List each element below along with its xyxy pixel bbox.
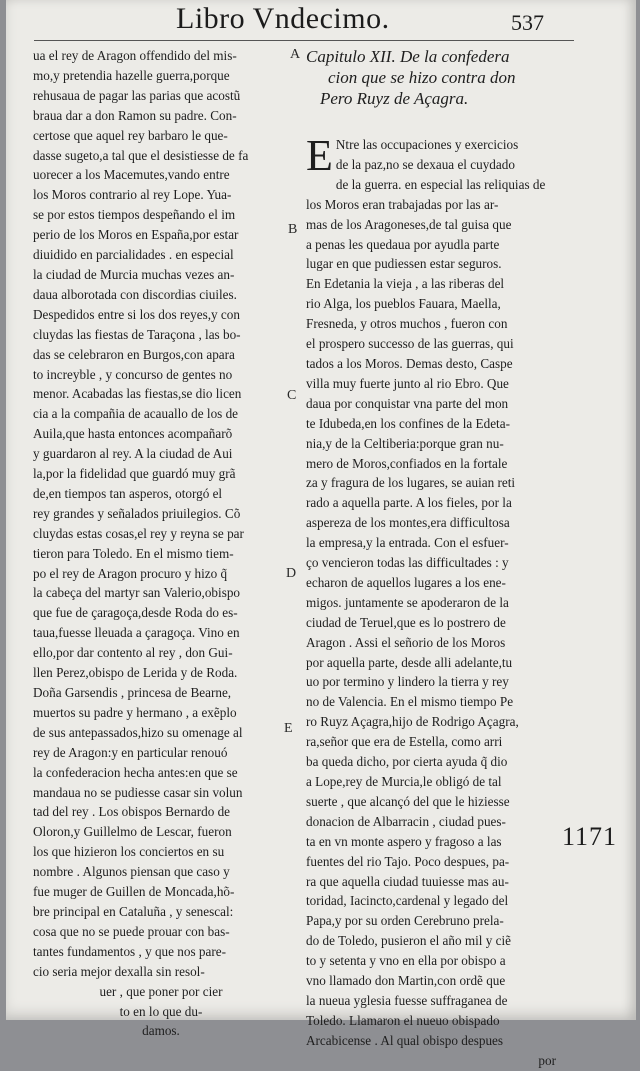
text-line: migos. juntamente se apoderaron de la: [306, 594, 509, 610]
right-column: [306, 131, 556, 1071]
text-line: ço vencieron todas las difficultades : y: [306, 555, 509, 571]
text-line: donacion de Albarracin , ciudad pues-: [306, 813, 506, 829]
text-line: Doña Garsendis , princesa de Bearne,: [33, 685, 232, 700]
text-line: Fresneda, y otros muchos , fueron con: [306, 316, 508, 332]
text-line: perio de los Moros en España,por estar: [33, 227, 239, 243]
text-line: se por estos tiempos despeñando el im: [33, 207, 236, 223]
text-line: ciudad de Teruel,que es lo postrero de: [306, 614, 506, 630]
text-line: que fue de çaragoça,desde Roda do es-: [33, 605, 238, 621]
chapter-heading-line: Pero Ruyz de Açagra.: [320, 89, 469, 108]
text-line: la confederacion hecha antes:en que se: [33, 764, 238, 780]
text-line: de sus antepassados,hizo su omenage al: [33, 724, 243, 740]
text-line: y guardaron al rey. A la ciudad de Aui: [33, 446, 233, 462]
text-line: do de Toledo, pusieron el año mil y ciẽ: [306, 933, 512, 949]
text-line: ra,señor que era de Estella, como arri: [306, 734, 503, 750]
text-line: to y setenta y vno en ella por obispo a: [306, 953, 506, 969]
text-line: la nueua yglesia fuesse suffraganea de: [306, 992, 508, 1008]
text-line: rey de Aragon:y en particular renouó: [33, 744, 228, 760]
text-line: la ciudad de Murcia muchas vezes an-: [33, 266, 235, 282]
text-line: braua dar a don Ramon su padre. Con-: [33, 107, 237, 123]
text-line: la,por la fidelidad que guardó muy grã: [33, 466, 236, 482]
margin-marker-e: E: [284, 721, 293, 736]
text-line: Toledo. Llamaron el nueuo obispado: [306, 1012, 500, 1028]
text-line: por aquella parte, desde alli adelante,tu: [306, 654, 513, 670]
text-line: Arcabicense . Al qual obispo despues: [306, 1032, 504, 1048]
margin-marker-a: A: [290, 47, 301, 62]
text-line: Oloron,y Guillelmo de Lescar, fueron: [33, 824, 232, 840]
text-line: ro Ruyz Açagra,hijo de Rodrigo Açagra,: [306, 714, 519, 730]
text-line: fuentes del rio Tajo. Poco despues, pa-: [306, 853, 510, 869]
text-line: a Lope,rey de Murcia,le obligó de tal: [306, 774, 502, 789]
text-line: no de Valencia. En el mismo tiempo Pe: [306, 694, 514, 710]
text-line: menor. Acabadas las fiestas,se dio licen: [33, 386, 242, 402]
text-line: daua por conquistar vna parte del mon: [306, 395, 509, 411]
page-number: 537: [511, 10, 544, 35]
text-line: la empresa,y la entrada. Con el esfuer-: [306, 535, 509, 551]
text-line: dasse sugeto,a tal que el desistiesse de fa: [33, 147, 249, 163]
text-line: llen Perez,obispo de Lerida y de Roda.: [33, 665, 238, 681]
margin-marker-c: C: [287, 388, 297, 403]
margin-marker-b: B: [288, 222, 298, 237]
text-line: rado a aquella parte. A los fieles, por la: [306, 495, 512, 511]
text-line: mero de Moros,confiados en la fortale: [306, 455, 508, 471]
text-line: za y fragura de los lugares, se auian reti: [306, 475, 516, 491]
text-line: nombre . Algunos piensan que caso y: [33, 864, 230, 880]
drop-cap: E: [306, 131, 333, 180]
text-line: suerte , que alcançó del que le hiziesse: [306, 793, 510, 809]
text-line: En Edetania la vieja , a las riberas del: [306, 276, 505, 292]
text-line: to increyble , y concurso de gentes no: [33, 366, 233, 382]
text-line: taua,fuesse lleuada a çaragoça. Vino en: [33, 625, 240, 641]
text-line: mo,y pretendia hazelle guerra,porque: [33, 67, 230, 83]
text-line: rehusaua de pagar las parias que acostũ: [33, 87, 241, 103]
text-line: Ntre las occupaciones y exercicios: [335, 137, 519, 152]
text-line: cluydas las fiestas de Taraçona , las bo-: [33, 326, 241, 342]
text-line: muertos su padre y hermano , a exẽplo: [33, 704, 237, 720]
text-line: nia,y de la Celtiberia:porque gran nu-: [306, 435, 504, 451]
text-line: lugar en que pudiessen estar seguros.: [306, 256, 502, 272]
text-line: tantes fundamentos , y que nos pare-: [33, 943, 226, 959]
text-line: Auila,que hasta entonces acompañarõ: [33, 426, 233, 442]
text-line: daua alborotada con discordias ciuiles.: [33, 286, 237, 302]
text-line: los Moros eran trabajadas por las ar-: [306, 196, 499, 212]
text-line: tad del rey . Los obispos Bernardo de: [33, 804, 231, 820]
text-line: de la paz,no se dexaua el cuydado: [335, 156, 515, 172]
text-line: ta en vn monte aspero y fragoso a las: [306, 833, 502, 849]
text-line: la cabeça del martyr san Valerio,obispo: [33, 585, 241, 601]
text-line: ello,por dar contento al rey , don Gui-: [33, 645, 233, 661]
text-line: diuidido en parcialidades . en especial: [33, 247, 234, 263]
text-line: cia a la compañia de acauallo de los de: [33, 406, 239, 422]
text-line: ra que aquella ciudad tuuiesse mas au-: [306, 873, 509, 889]
text-line: uo por termino y lindero la tierra y rey: [306, 674, 509, 690]
text-line: por: [538, 1052, 556, 1068]
text-line: Despedidos entre si los dos reyes,y con: [33, 306, 240, 322]
text-line: de la guerra. en especial las reliquias de: [335, 176, 546, 192]
chapter-heading: [306, 46, 556, 109]
text-line: ba queda dicho, por cierta ayuda q̃ dio: [306, 754, 508, 770]
text-line: cluydas estas cosas,el rey y reyna se par: [33, 525, 244, 541]
text-line: el prospero successo de las guerras, qui: [306, 336, 514, 352]
text-line: los Moros contrario al rey Lope. Yua-: [33, 187, 232, 203]
left-column: [33, 46, 289, 1041]
chapter-heading-line: Capitulo XII. De la confedera: [306, 47, 510, 66]
text-line: de,en tiempos tan asperos, otorgó el: [33, 485, 223, 501]
text-line: tieron para Toledo. En el mismo tiem-: [33, 545, 234, 561]
margin-marker-d: D: [286, 566, 297, 581]
text-line: los que hizieron los conciertos en su: [33, 844, 225, 860]
chapter-heading-line: cion que se hizo contra don: [328, 68, 516, 87]
text-line: bre principal en Cataluña , y senescal:: [33, 903, 234, 919]
margin-year-note: 1171: [562, 822, 618, 851]
text-line: villa muy fuerte junto al rio Ebro. Que: [306, 375, 509, 391]
text-line: rey grandes y señalados priuilegios. Cõ: [33, 505, 241, 521]
text-line: certose que aquel rey barbaro le que-: [33, 127, 228, 143]
text-line: rio Alga, los pueblos Fauara, Maella,: [306, 296, 501, 312]
text-line: to en lo que du-: [119, 1003, 203, 1019]
text-line: po el rey de Aragon procuro y hizo q̃: [33, 565, 228, 581]
text-line: Papa,y por su orden Cerebruno prela-: [306, 913, 504, 929]
text-line: toridad, Iacincto,cardenal y legado del: [306, 893, 509, 909]
text-line: das se celebraron en Burgos,con apara: [33, 346, 235, 362]
text-line: te Idubeda,en los confines de la Edeta-: [306, 415, 510, 431]
text-line: cio seria mejor dexalla sin resol-: [33, 963, 205, 979]
header-rule: [34, 40, 574, 41]
text-line: tados a los Moros. Demas desto, Caspe: [306, 355, 513, 371]
text-line: Aragon . Assi el señorio de los Moros: [306, 634, 506, 650]
text-line: ua el rey de Aragon offendido del mis-: [33, 48, 237, 63]
text-line: mas de los Aragoneses,de tal guisa que: [306, 216, 512, 232]
text-line: echaron de aquellos lugares a los ene-: [306, 574, 506, 590]
text-line: fue muger de Guillen de Moncada,hõ-: [33, 884, 235, 900]
text-line: a penas les quedaua por ayudla parte: [306, 236, 500, 252]
book-page: [6, 0, 636, 1068]
text-line: mandaua no se pudiesse casar sin volun: [33, 784, 243, 800]
text-line: damos.: [142, 1023, 180, 1039]
text-line: vno llamado don Martin,con ordẽ que: [306, 973, 506, 989]
text-line: aspereza de los montes,era difficultosa: [306, 515, 510, 531]
text-line: uer , que poner por cier: [99, 983, 223, 999]
running-head: Libro Vndecimo.: [176, 2, 390, 35]
text-line: cosa que no se puede prouar con bas-: [33, 923, 230, 939]
text-line: uorecer a los Macemutes,vando entre: [33, 167, 230, 183]
